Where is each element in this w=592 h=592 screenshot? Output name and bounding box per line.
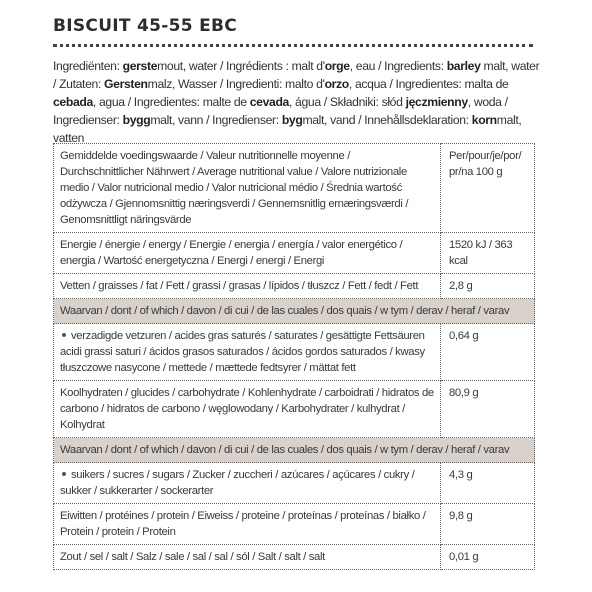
salt-row [54, 545, 535, 570]
of-which-row-fat [54, 299, 535, 324]
allergen-text: orzo [324, 77, 349, 91]
ingredient-text: , agua / Ingredientes: malte de [92, 95, 250, 109]
fat-row [54, 274, 535, 299]
saturates-row [54, 324, 535, 381]
ingredient-text: , água / Składniki: słód [288, 95, 406, 109]
saturates-value: 0,64 g [441, 324, 535, 381]
ingredient-text: Ingrediënten: [53, 59, 123, 73]
allergen-text: barley [446, 59, 481, 73]
nutrition-table [53, 143, 535, 570]
ingredient-text: , woda / Ingredienser: [53, 95, 508, 127]
sugars-label: suikers / sucres / sugars / Zucker / zuccheri / azúcares / açúcares / cukry / sukker / sukkerarter / sockerarter [60, 469, 415, 497]
carbs-label: Koolhydraten / glucides / carbohydrate / Kohlenhydrate / carboidrati / hidratos de carbono / hidratos de carbono / węglowodany / Karbohydrater / kulhydrat / Kolhydrat [54, 381, 441, 438]
ingredient-text: , acqua / Ingredientes: malta de [348, 77, 509, 91]
sugars-label-cell [54, 463, 441, 504]
ingredient-text: malt, vann / Ingredienser: [150, 113, 282, 127]
ingredient-text: malt, vand / Innehållsdeklaration: [302, 113, 472, 127]
sugars-row [54, 463, 535, 504]
carbs-row [54, 381, 535, 438]
protein-value: 9,8 g [441, 504, 535, 545]
protein-row [54, 504, 535, 545]
allergen-text: Gersten [104, 77, 148, 91]
of-which-row-carbs [54, 438, 535, 463]
fat-value: 2,8 g [441, 274, 535, 299]
allergen-text: bygg [122, 113, 151, 127]
sugars-value: 4,3 g [441, 463, 535, 504]
allergen-text: gerste [122, 59, 158, 73]
allergen-text: jęczmienny [405, 95, 468, 109]
saturates-label: verzadigde vetzuren / acides gras saturés / saturates / gesättigte Fettsäuren acidi grassi saturi / ácidos grasos saturados / ácidos gordos saturados / kwasy tłuszczowe nasycone / mettede / mættede fedtsyrer / mättat fett [60, 330, 425, 374]
fat-label: Vetten / graisses / fat / Fett / grassi / grasas / lípidos / tłuszcz / Fett / fedt / Fett [54, 274, 441, 299]
energy-value: 1520 kJ / 363 kcal [441, 233, 535, 274]
table-header-row [54, 144, 535, 233]
bullet-icon [62, 472, 66, 476]
allergen-text: cevada [249, 95, 289, 109]
carbs-value: 80,9 g [441, 381, 535, 438]
title-dotted-rule [53, 44, 533, 47]
allergen-text: orge [324, 59, 350, 73]
protein-label: Eiwitten / protéines / protein / Eiweiss / proteine / proteínas / proteínas / białko / Protein / protein / Protein [54, 504, 441, 545]
product-title: BISCUIT 45-55 EBC [53, 16, 238, 36]
ingredient-text: malt, water / Zutaten: [53, 59, 540, 91]
bullet-icon [62, 333, 66, 337]
allergen-text: byg [281, 113, 303, 127]
allergen-text: cebada [53, 95, 93, 109]
ingredient-text: , eau / Ingredients: [349, 59, 447, 73]
ingredient-text: mout, water / Ingrédients : malt d' [157, 59, 325, 73]
energy-row [54, 233, 535, 274]
ingredients-paragraph [53, 57, 543, 147]
ingredient-text: malz, Wasser / Ingredienti: malto d' [147, 77, 325, 91]
salt-value: 0,01 g [441, 545, 535, 570]
header-label: Gemiddelde voedingswaarde / Valeur nutritionnelle moyenne / Durchschnittlicher Nährwert / Average nutritional value / Valore nutrizionale medio / Valor nutricional medio / Valor nutricional médio / Średnia wartość odżywcza / Gjennomsnittig næringsverdi / Gennemsnitlig ernæringsværdi / Genomsnittligt näringsvärde [54, 144, 441, 233]
of-which-label-fat: Waarvan / dont / of which / davon / di cui / de las cuales / dos quais / w tym / derav / heraf / varav [54, 299, 535, 324]
header-value: Per/pour/je/por/ pr/na 100 g [441, 144, 535, 233]
ingredient-text: malt, vatten [53, 113, 522, 145]
salt-label: Zout / sel / salt / Salz / sale / sal / sal / sól / Salt / salt / salt [54, 545, 441, 570]
saturates-label-cell [54, 324, 441, 381]
allergen-text: korn [471, 113, 497, 127]
energy-label: Energie / énergie / energy / Energie / energia / energía / valor energético / energia / Wartość energetyczna / Energi / energi / Energi [54, 233, 441, 274]
of-which-label-carbs: Waarvan / dont / of which / davon / di cui / de las cuales / dos quais / w tym / derav / heraf / varav [54, 438, 535, 463]
